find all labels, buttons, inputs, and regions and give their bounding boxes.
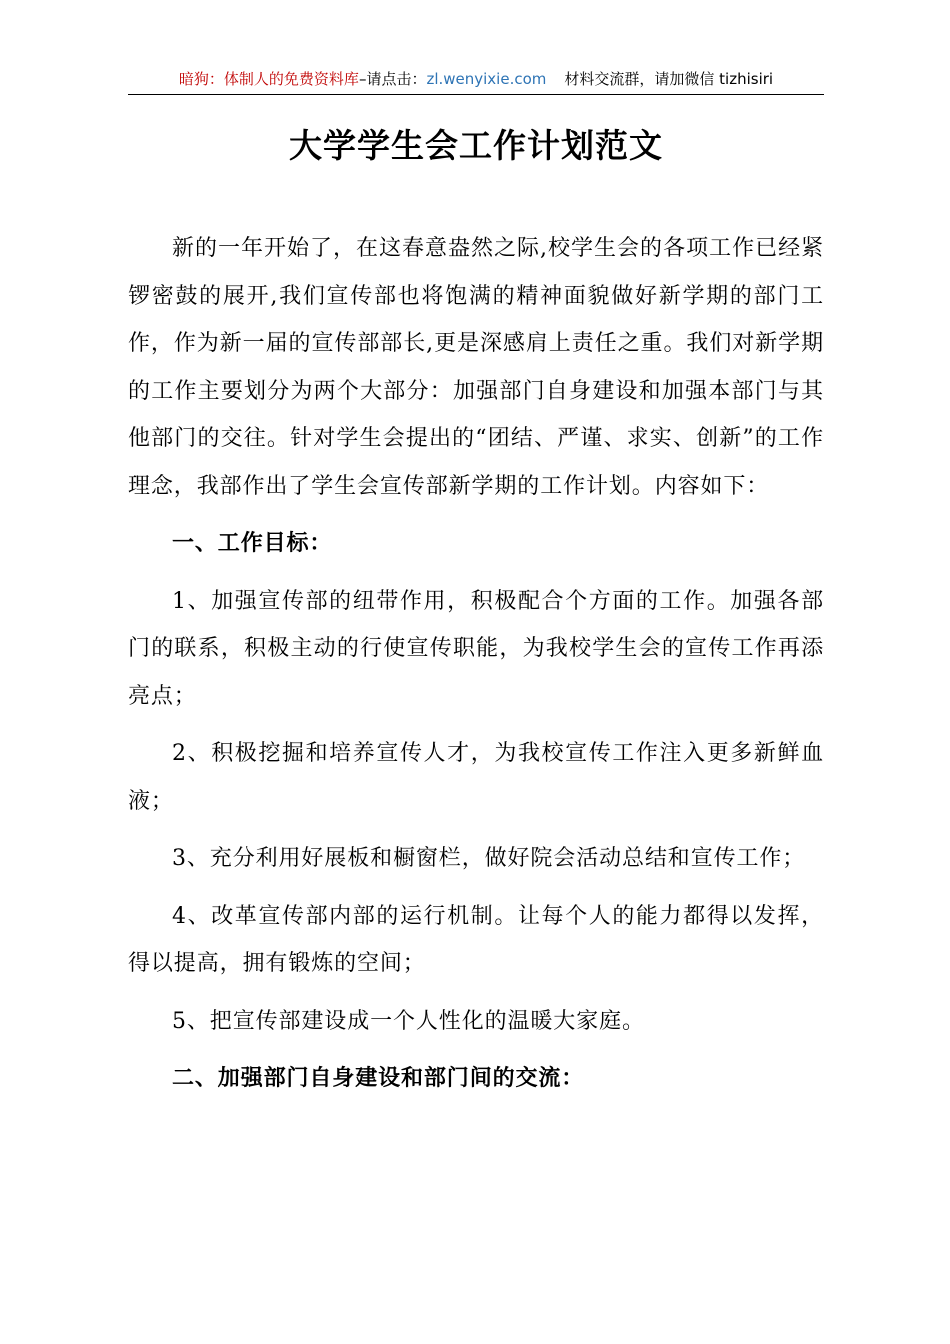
section-1-item-3: 3、充分利用好展板和橱窗栏，做好院会活动总结和宣传工作； [172, 846, 806, 871]
header-brand: 暗狗：体制人的免费资料库 [178, 70, 359, 88]
document-title: 大学学生会工作计划范文 [289, 126, 663, 165]
section-1-heading: 一、工作目标： [172, 531, 333, 556]
intro-paragraph: 新的一年开始了，在这春意盎然之际,校学生会的各项工作已经紧锣密鼓的展开,我们宣传部也将饱满的精神面貌做好新学期的部门工作，作为新一届的宣传部部长,更是深感肩上责任之重。我们对新学期的工作主要划分为两个大部分：加强部门自身建设和加强本部门与其他部门的交往。针对学生会提出的“团结、严谨、求实、创新”的工作理念，我部作出了学生会宣传部新学期的工作计划。内容如下： [128, 236, 824, 499]
section-1-item-2: 2、积极挖掘和培养宣传人才，为我校宣传工作注入更多新鲜血液； [128, 741, 824, 814]
page-header [128, 68, 824, 95]
section-1-item-1: 1、加强宣传部的纽带作用，积极配合个方面的工作。加强各部门的联系，积极主动的行使宣传职能，为我校学生会的宣传工作再添亮点； [128, 588, 824, 709]
document-body [128, 225, 824, 1103]
section-1-item-4: 4、改革宣传部内部的运行机制。让每个人的能力都得以发挥，得以提高，拥有锻炼的空间； [128, 903, 824, 976]
section-1-item-5: 5、把宣传部建设成一个人性化的温暖大家庭。 [172, 1008, 645, 1034]
section-2-heading: 二、加强部门自身建设和部门间的交流： [172, 1066, 585, 1091]
header-url-link[interactable]: zl.wenyixie.com [426, 70, 547, 88]
header-click-prefix: –请点击： [358, 70, 427, 88]
header-contact: 材料交流群，请加微信 tizhisiri [564, 70, 774, 88]
